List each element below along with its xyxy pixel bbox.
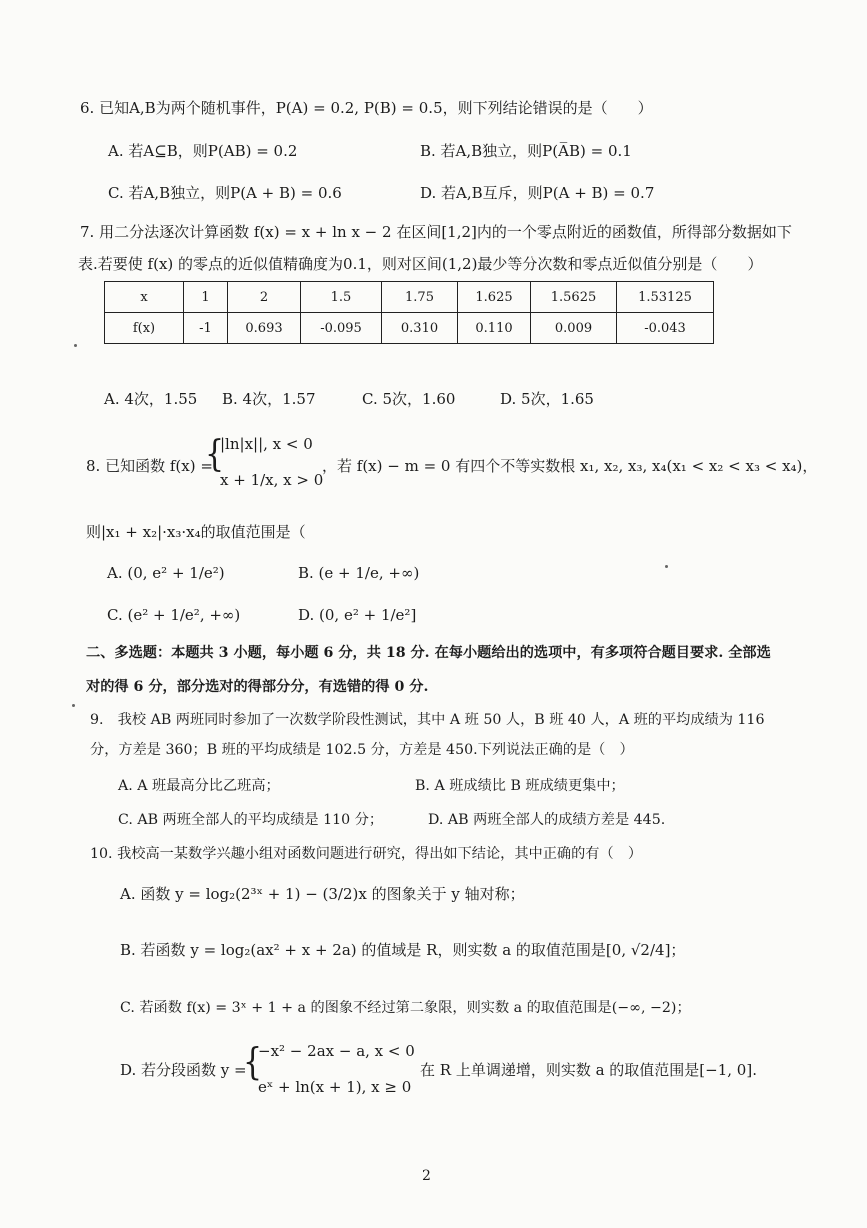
q9-stem-line2: 分，方差是 360；B 班的平均成绩是 102.5 分，方差是 450.下列说法正确的是（ ） — [90, 742, 634, 758]
table-cell: -0.095 — [301, 313, 382, 344]
q7-stem-line2: 表.若要使 f(x) 的零点的近似值精确度为0.1，则对区间(1,2)最少等分次数和零点近似值分别是（ ） — [78, 255, 763, 273]
section2-heading-line2: 对的得 6 分，部分选对的得部分分，有选错的得 0 分. — [86, 679, 429, 695]
q8-option-b: B. (e + 1/e, +∞) — [298, 564, 420, 582]
table-row — [105, 313, 714, 344]
table-cell: 1.5 — [301, 282, 382, 313]
q8-prefix: 8. 已知函数 f(x) = — [86, 457, 213, 475]
q10-option-c: C. 若函数 f(x) = 3ˣ + 1 + a 的图象不经过第二象限，则实数 a 的取值范围是(−∞, −2)； — [120, 1000, 691, 1016]
q10-option-d-case-2: eˣ + ln(x + 1), x ≥ 0 — [258, 1078, 412, 1096]
q7-data-table — [104, 281, 714, 344]
q8-option-d: D. (0, e² + 1/e²] — [298, 606, 417, 624]
q7-option-a: A. 4次，1.55 — [104, 390, 198, 408]
scan-speck — [72, 704, 75, 707]
table-cell: 1 — [184, 282, 228, 313]
q6-option-c: C. 若A,B独立，则P(A + B) = 0.6 — [108, 184, 342, 202]
q10-option-b: B. 若函数 y = log₂(ax² + x + 2a) 的值域是 R，则实数 a 的取值范围是[0, √2/4]； — [120, 941, 686, 959]
q6-stem: 6. 已知A,B为两个随机事件，P(A) = 0.2, P(B) = 0.5，则下列结论错误的是（ ） — [80, 99, 653, 117]
q7-option-c: C. 5次，1.60 — [362, 390, 456, 408]
q8-option-c: C. (e² + 1/e², +∞) — [107, 606, 241, 624]
page-number: 2 — [422, 1168, 431, 1184]
q10-option-d-suffix: 在 R 上单调递增，则实数 a 的取值范围是[−1, 0]. — [420, 1061, 757, 1079]
q6-option-a: A. 若A⊆B，则P(AB) = 0.2 — [108, 142, 298, 160]
brace-icon: { — [205, 433, 225, 476]
scan-speck — [74, 344, 77, 347]
q8-option-a: A. (0, e² + 1/e²) — [107, 564, 225, 582]
table-cell: 2 — [228, 282, 301, 313]
q9-stem-line1: 9. 我校 AB 两班同时参加了一次数学阶段性测试，其中 A 班 50 人，B 班 40 人，A 班的平均成绩为 116 — [90, 712, 765, 728]
q10-stem: 10. 我校高一某数学兴趣小组对函数问题进行研究，得出如下结论，其中正确的有（ ） — [90, 846, 643, 862]
q6-option-b: B. 若A,B独立，则P(A̅B) = 0.1 — [420, 142, 632, 160]
table-cell: 0.310 — [382, 313, 458, 344]
q8-stem-line2: 则|x₁ + x₂|·x₃·x₄的取值范围是（ — [86, 523, 306, 541]
q7-option-b: B. 4次，1.57 — [222, 390, 316, 408]
table-cell: 1.75 — [382, 282, 458, 313]
table-cell: f(x) — [105, 313, 184, 344]
table-cell: 0.009 — [531, 313, 617, 344]
table-row — [105, 282, 714, 313]
section2-heading-line1: 二、多选题：本题共 3 小题，每小题 6 分，共 18 分. 在每小题给出的选项中，有多项符合题目要求. 全部选 — [86, 645, 771, 661]
q7-stem-line1: 7. 用二分法逐次计算函数 f(x) = x + ln x − 2 在区间[1,2]内的一个零点附近的函数值，所得部分数据如下 — [80, 223, 792, 241]
table-cell: 1.5625 — [531, 282, 617, 313]
q6-option-d: D. 若A,B互斥，则P(A + B) = 0.7 — [420, 184, 655, 202]
table-cell: 1.625 — [458, 282, 531, 313]
table-cell: 0.110 — [458, 313, 531, 344]
scan-speck — [665, 565, 668, 568]
q7-option-d: D. 5次，1.65 — [500, 390, 594, 408]
table-cell: -1 — [184, 313, 228, 344]
q10-option-d-prefix: D. 若分段函数 y = — [120, 1061, 247, 1079]
q10-option-a: A. 函数 y = log₂(2³ˣ + 1) − (3/2)x 的图象关于 y 轴对称； — [120, 885, 525, 903]
q9-option-a: A. A 班最高分比乙班高； — [118, 778, 280, 794]
q9-option-d: D. AB 两班全部人的成绩方差是 445. — [428, 812, 666, 828]
q10-option-d-case-1: −x² − 2ax − a, x < 0 — [258, 1042, 415, 1060]
q9-option-b: B. A 班成绩比 B 班成绩更集中； — [415, 778, 625, 794]
table-cell: 0.693 — [228, 313, 301, 344]
table-cell: 1.53125 — [617, 282, 714, 313]
table-cell: x — [105, 282, 184, 313]
q8-case-2: x + 1/x, x > 0 — [220, 471, 324, 489]
q8-suffix: ，若 f(x) − m = 0 有四个不等实数根 x₁, x₂, x₃, x₄(x₁ < x₂ < x₃ < x₄)， — [322, 457, 818, 475]
brace-icon: { — [243, 1040, 263, 1085]
table-cell: -0.043 — [617, 313, 714, 344]
q9-option-c: C. AB 两班全部人的平均成绩是 110 分； — [118, 812, 384, 828]
q8-case-1: |ln|x||, x < 0 — [220, 435, 313, 453]
